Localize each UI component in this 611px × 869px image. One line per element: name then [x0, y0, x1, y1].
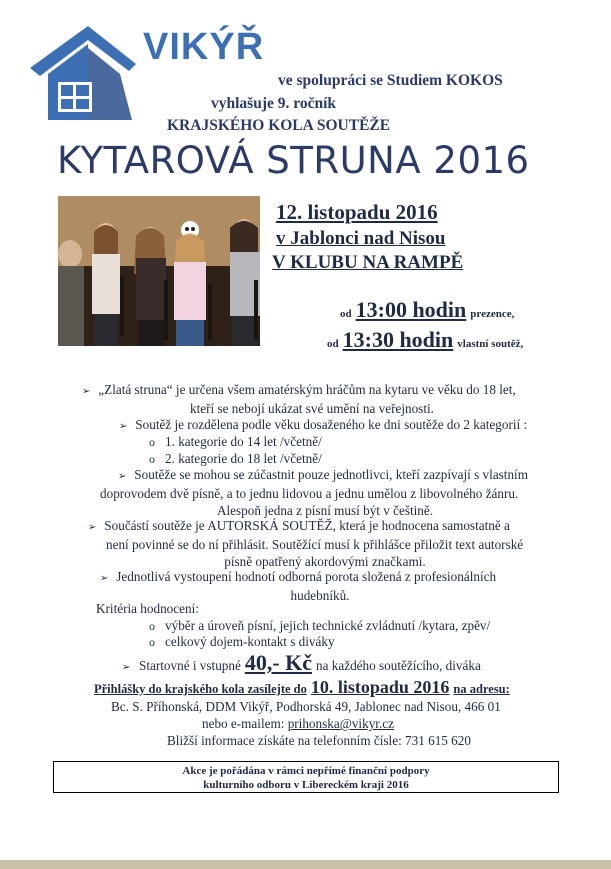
funding-notice [53, 761, 559, 793]
rule-5-line-a: Jednotlivá vystoupení hodnotí odborná porota složená z profesionálních [116, 569, 497, 584]
time-contest-prefix: od [327, 338, 339, 350]
rule-5 [100, 568, 580, 604]
arrow-bullet-icon: ➢ [88, 522, 97, 533]
rule-2-text: Soutěž je rozdělena podle věku dosaženého ke dni soutěže do 2 kategorií : [135, 417, 528, 432]
time-contest-value: 13:30 hodin [342, 327, 454, 352]
arrow-bullet-icon: ➢ [100, 573, 109, 584]
registration-address: Bc. S. Příhonská, DDM Vikýř, Podhorská 49, Jablonec nad Nisou, 466 01 [111, 699, 501, 714]
rule-5-line-b: hudebníků. [290, 588, 350, 603]
criteria-1-text: výběr a úroveň písní, jejich technické zvládnutí /kytara, zpěv/ [165, 618, 491, 633]
arrow-bullet-icon: ➢ [119, 421, 128, 432]
performers-photo [58, 196, 260, 346]
criteria-title: Kritéria hodnocení: [96, 601, 199, 616]
registration-email-prefix: nebo e-mailem: [202, 716, 285, 731]
rule-1-line-a: „Zlatá struna“ je určena všem amatérským hráčům na kytaru ve věku do 18 let, [98, 382, 516, 397]
registration-deadline: 10. listopadu 2016 [310, 677, 450, 697]
rule-3-line-b: doprovodem dvě písně, a to jednu lidovou a jednu umělou z libovolného žánru. [100, 486, 519, 501]
event-city: v Jablonci nad Nisou [276, 228, 446, 249]
time-contest-suffix: vlastní soutěž, [457, 338, 524, 350]
category-1-text: 1. kategorie do 14 let /včetně/ [165, 434, 322, 449]
header-line-2: vyhlašuje 9. ročník [211, 95, 337, 112]
logo-text: VIKÝŘ [143, 26, 265, 68]
circle-bullet-icon: o [149, 619, 155, 633]
fee-amount: 40,- Kč [244, 650, 313, 675]
time-contest [327, 327, 523, 353]
registration-email [202, 715, 394, 732]
registration-suffix: na adresu: [453, 682, 510, 696]
rule-3-line-a: Soutěže se mohou se zúčastnit pouze jednotlivci, kteří zazpívají s vlastním [134, 467, 528, 482]
funding-notice-line-2: kulturního odboru v Libereckém kraji 2016 [203, 779, 409, 791]
rule-1-line-b: kteří se nebojí ukázat své umění na veřejnosti. [190, 401, 434, 416]
header-line-1: ve spolupráci se Studiem KOKOS [278, 72, 503, 89]
arrow-bullet-icon: ➢ [82, 386, 91, 397]
circle-bullet-icon: o [149, 635, 155, 649]
bottom-divider [0, 860, 611, 869]
circle-bullet-icon: o [149, 452, 155, 466]
rule-4 [80, 517, 570, 570]
rule-4-line-a: Součástí soutěže je AUTORSKÁ SOUTĚŽ, která je hodnocena samostatně a [104, 518, 510, 533]
category-2-text: 2. kategorie do 18 let /včetně/ [165, 451, 322, 466]
time-presence-prefix: od [340, 308, 352, 320]
category-1 [149, 433, 322, 451]
time-presence-value: 13:00 hodin [355, 297, 467, 322]
registration-prefix: Přihlášky do krajského kola zasílejte do [94, 682, 307, 696]
rule-3-line-c: Alespoň jedna z písní musí být v češtině. [216, 503, 434, 518]
registration-heading [94, 677, 510, 698]
fee-suffix: na každého soutěžícího, diváka [316, 658, 481, 673]
rule-4-line-c: písně opatřený akordovými značkami. [224, 554, 426, 569]
criteria-2 [149, 633, 335, 651]
email-link[interactable]: prihonska@vikyr.cz [287, 716, 394, 731]
rule-1 [82, 381, 562, 417]
time-presence [340, 297, 514, 323]
fee-prefix: Startovné i vstupné [139, 658, 241, 673]
circle-bullet-icon: o [149, 435, 155, 449]
time-presence-suffix: prezence, [470, 308, 515, 320]
rule-4-line-b: není povinné se do ní přihlásit. Soutěžící musí k přihlášce přiložit text autorské [106, 537, 524, 552]
criteria-2-text: celkový dojem-kontakt s diváky [165, 634, 335, 649]
arrow-bullet-icon: ➢ [118, 471, 127, 482]
house-logo-icon [28, 24, 138, 120]
registration-phone: Bližší informace získáte na telefonním čísle: 731 615 620 [167, 733, 471, 748]
page-title: KYTAROVÁ STRUNA 2016 [57, 139, 530, 182]
event-venue: V KLUBU NA RAMPĚ [272, 252, 464, 273]
rule-3 [80, 466, 570, 519]
arrow-bullet-icon: ➢ [122, 662, 131, 673]
header-line-3: KRAJSKÉHO KOLA SOUTĚŽE [167, 117, 391, 134]
funding-notice-line-1: Akce je pořádána v rámci nepřímé finanční podpory [182, 765, 430, 777]
event-date: 12. listopadu 2016 [276, 200, 438, 224]
fee-line [122, 650, 481, 676]
